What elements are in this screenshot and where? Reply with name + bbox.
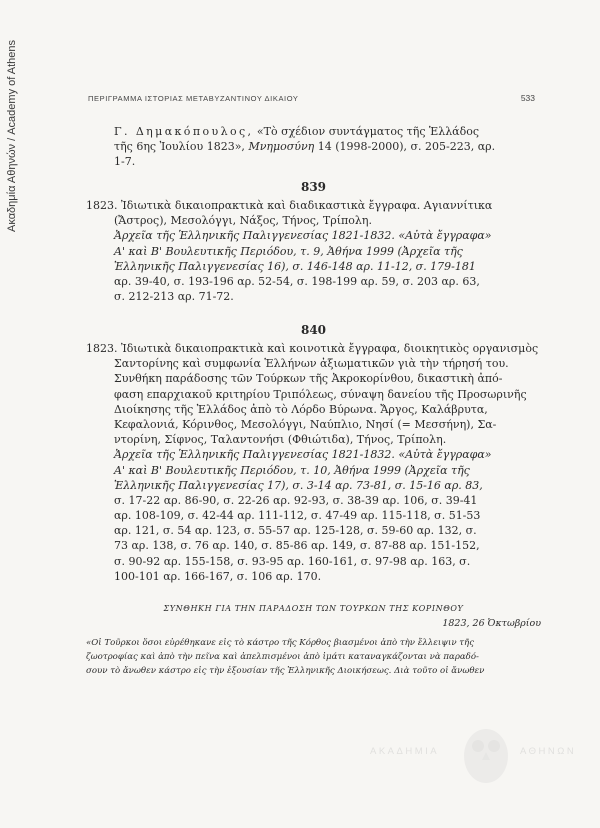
document-title: ΣΥΝΘΗΚΗ ΓΙΑ ΤΗΝ ΠΑΡΑΔΟΣΗ ΤΩΝ ΤΟΥΡΚΩΝ ΤΗΣ ΚΟΡΙΝΘΟΥ xyxy=(163,604,464,613)
text-line: (Ἄστρος), Μεσολόγγι, Νάξος, Τήνος, Τρίπολη. xyxy=(114,214,372,228)
text-line: Ἀρχεῖα τῆς Ἑλληνικῆς Παλιγγενεσίας 1821-1832. «Αὐτὰ ἔγγραφα» xyxy=(114,448,492,462)
text-line: τῆς 6ης Ἰουλίου 1823», Μνημοσύνη 14 (1998-2000), σ. 205-223, αρ. xyxy=(114,140,496,154)
text-line: Διοίκησης τῆς Ἑλλάδος ἀπὸ τὸ Λόρδο Βύρωνα. Ἄργος, Καλάβρυτα, xyxy=(114,402,488,416)
document-text xyxy=(86,636,541,678)
academy-watermark xyxy=(360,720,580,790)
archive-side-label: Ακαδημία Αθηνών / Academy of Athens xyxy=(6,40,18,233)
author-name: Γ. Δημακόπουλος, xyxy=(114,125,254,138)
text-line: αρ. 108-109, σ. 42-44 αρ. 111-112, σ. 47-49 αρ. 115-118, σ. 51-53 xyxy=(114,509,481,523)
text-line: 100-101 αρ. 166-167, σ. 106 αρ. 170. xyxy=(114,569,322,583)
entry-840-body xyxy=(86,341,541,584)
running-head: ΠΕΡΙΓΡΑΜΜΑ ΙΣΤΟΡΙΑΣ ΜΕΤΑΒΥΖΑΝΤΙΝΟΥ ΔΙΚΑΙΟΥ xyxy=(88,94,299,103)
text-line: 1-7. xyxy=(114,155,136,169)
document-date: 1823, 26 Ὀκτωβρίου xyxy=(442,618,541,629)
entry-number-840: 840 xyxy=(300,323,327,337)
text-line: Σαντορίνης καὶ συμφωνία Ἑλλήνων ἀξιωματικῶν γιὰ τὴν τήρησή του. xyxy=(114,357,509,371)
text-line: Ἀρχεῖα τῆς Ἑλληνικῆς Παλιγγενεσίας 1821-1832. «Αὐτὰ ἔγγραφα» xyxy=(114,229,492,243)
text-line: Ἑλληνικῆς Παλιγγενεσίας 16), σ. 146-148 αρ. 11-12, σ. 179-181 xyxy=(114,259,476,273)
text-line: σ. 90-92 αρ. 155-158, σ. 93-95 αρ. 160-161, σ. 97-98 αρ. 163, σ. xyxy=(114,554,471,568)
text-line: αρ. 121, σ. 54 αρ. 123, σ. 55-57 αρ. 125-128, σ. 59-60 αρ. 132, σ. xyxy=(114,524,477,538)
owl-emblem-icon xyxy=(456,722,516,786)
entry-number-839: 839 xyxy=(300,180,327,194)
text-line: αρ. 39-40, σ. 193-196 αρ. 52-54, σ. 198-199 αρ. 59, σ. 203 αρ. 63, xyxy=(114,274,480,288)
text-line: Α' καὶ Β' Βουλευτικῆς Περιόδου, τ. 10, Ἀθήνα 1999 (Ἀρχεῖα τῆς xyxy=(114,463,470,477)
text-line: 73 αρ. 138, σ. 76 αρ. 140, σ. 85-86 αρ. 149, σ. 87-88 αρ. 151-152, xyxy=(114,539,480,553)
continuation-paragraph xyxy=(86,124,541,170)
text-line: σουν τὸ ἄνωθεν κάστρο εἰς τὴν ἐξουσίαν τῆς Ἑλληνικῆς Διοικήσεως. Διὰ τοῦτο οἱ ἄνωθεν xyxy=(86,666,485,676)
entry-839-body xyxy=(86,198,541,304)
text-line: 1823. Ἰδιωτικὰ δικαιοπρακτικὰ καὶ διαδικαστικὰ ἔγγραφα. Αγιαννίτικα xyxy=(86,199,493,212)
text-line: σ. 17-22 αρ. 86-90, σ. 22-26 αρ. 92-93, σ. 38-39 αρ. 106, σ. 39-41 xyxy=(114,493,478,507)
text-line: Κεφαλονιά, Κόρινθος, Μεσολόγγι, Ναύπλιο, Νησί (= Μεσσήνη), Σα- xyxy=(114,417,497,431)
text-line: Γ. Δημακόπουλος, «Τὸ σχέδιον συντάγματος τῆς Ἑλλάδος xyxy=(114,125,480,138)
watermark-right-text: ΑΘΗΝΩΝ xyxy=(520,746,577,757)
text-line: 1823. Ἰδιωτικὰ δικαιοπρακτικὰ καὶ κοινοτικὰ ἔγγραφα, διοικητικὸς οργανισμὸς xyxy=(86,342,539,355)
text-line: «Οἱ Τοῦρκοι ὅσοι εὑρέθηκανε εἰς τὸ κάστρο τῆς Κόρθος βιασμένοι ἀπὸ τὴν ἔλλειψιν τῆς xyxy=(86,638,475,648)
page-number: 533 xyxy=(520,93,535,103)
text-line: Συνθήκη παράδοσης τῶν Τούρκων τῆς Ἀκροκορίνθου, δικαστικὴ ἀπό- xyxy=(114,372,503,386)
text-line: φαση επαρχιακοῦ κριτηρίου Τριπόλεως, σύναψη δανείου τῆς Προσωρινῆς xyxy=(114,387,527,401)
text-line: ζωοτροφίας καὶ ἀπὸ τὴν πεῖνα καὶ ἀπελπισμένοι ἀπὸ ἰμάτι καταναγκάζονται νὰ παραδό- xyxy=(86,652,479,662)
text-line: Ἑλληνικῆς Παλιγγενεσίας 17), σ. 3-14 αρ. 73-81, σ. 15-16 αρ. 83, xyxy=(114,478,483,492)
text-line: Α' καὶ Β' Βουλευτικῆς Περιόδου, τ. 9, Ἀθήνα 1999 (Ἀρχεῖα τῆς xyxy=(114,244,463,258)
text-line: σ. 212-213 αρ. 71-72. xyxy=(114,290,234,304)
watermark-left-text: ΑΚΑΔΗΜΙΑ xyxy=(370,746,440,757)
text-line: ντορίνη, Σίφνος, Ταλαντονήσι (Φθιώτιδα), Τήνος, Τρίπολη. xyxy=(114,433,447,447)
